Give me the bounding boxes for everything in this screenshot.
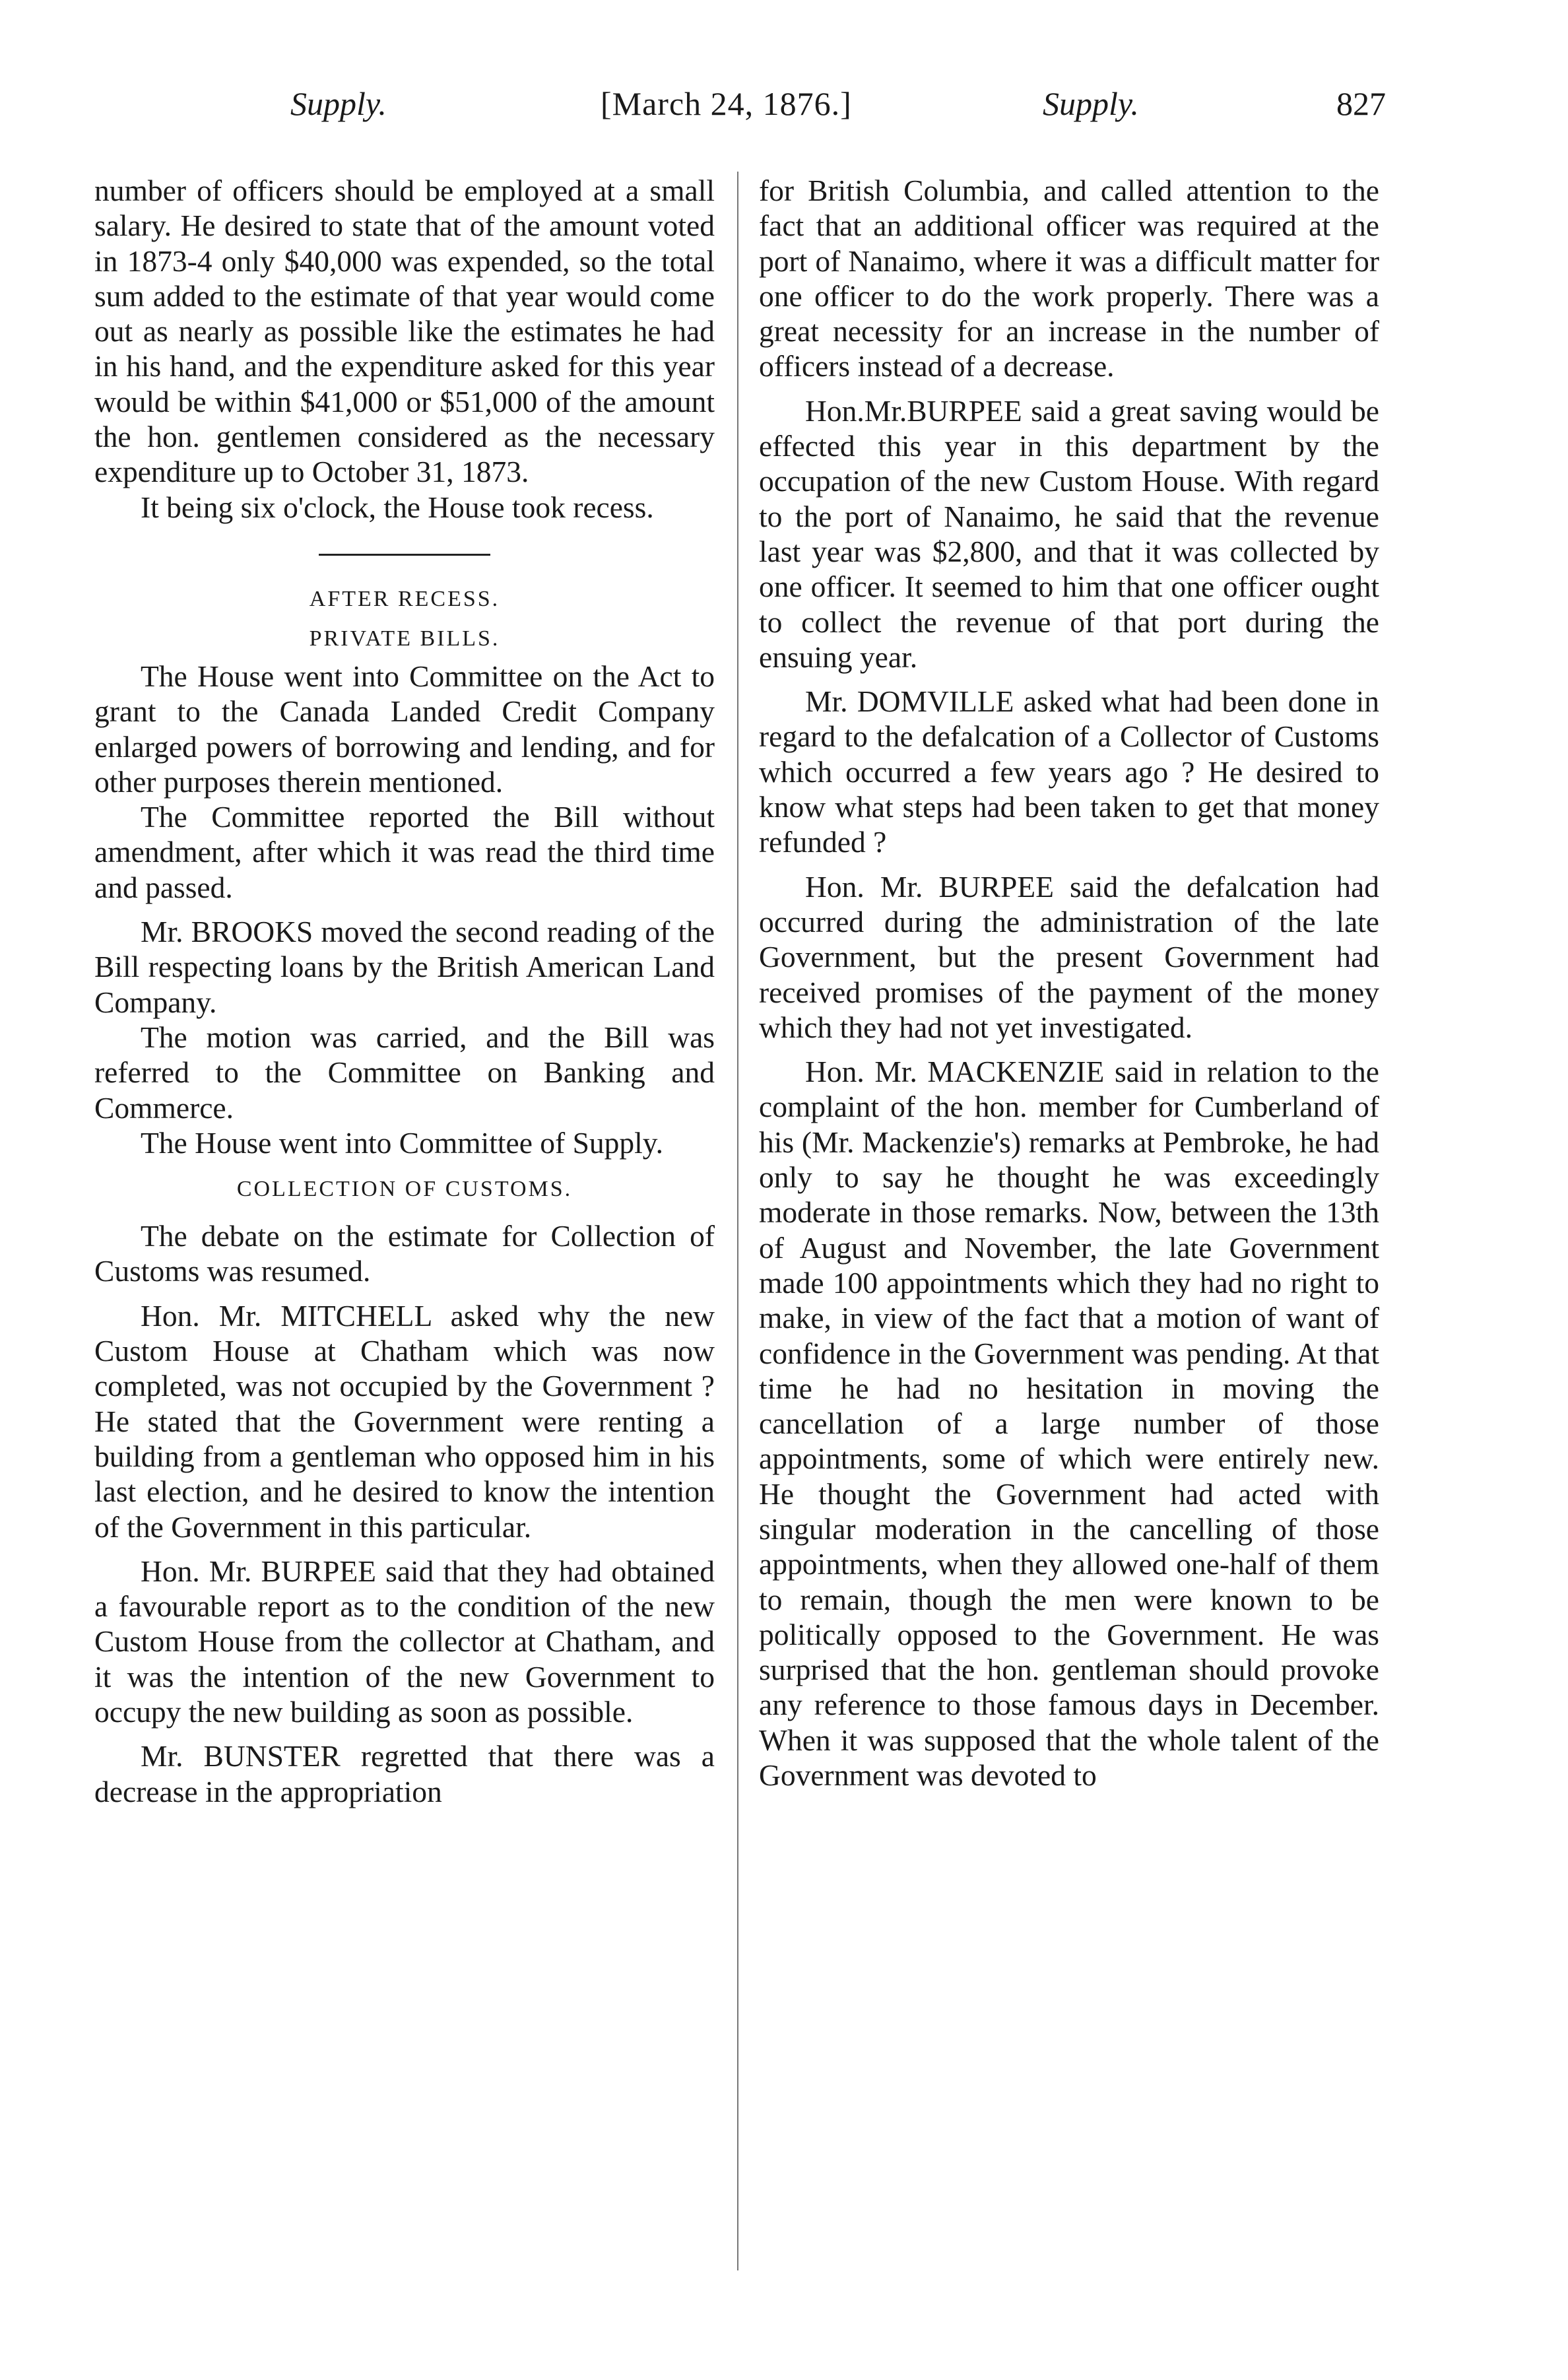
paragraph: It being six o'clock, the House took recess.: [141, 490, 654, 524]
paragraph: The Committee reported the Bill without amendment, after which it was read the third time and passed.: [94, 800, 715, 904]
paragraph: Hon. Mr. BURPEE said the defalcation had occurred during the administration of the late Government, but the present Government had received promises of the payment of the money which they had not yet investigated.: [759, 869, 1379, 1044]
paragraph: Mr. BUNSTER regretted that there was a decrease in the appropriation: [94, 1739, 715, 1808]
paragraph: for British Columbia, and called attention to the fact that an additional officer was required at the port of Nanaimo, where it was a difficult matter for one officer to do the work properly. There was a great necessity for an increase in the number of officers instead of a decrease.: [759, 174, 1379, 383]
header-right-title: Supply.: [1043, 85, 1139, 122]
paragraph: The House went into Committee on the Act to grant to the Canada Landed Credit Company enlarged powers of borrowing and lending, and for other purposes therein mentioned.: [94, 659, 715, 799]
paragraph: Hon. Mr. MACKENZIE said in relation to the complaint of the hon. member for Cumberland of his (Mr. Mackenzie's) remarks at Pembroke, he had only to say he thought he was exceedingly moderate in those remarks. Now, between the 13th of August and November, the late Government made 100 appointments which they had no right to make, in view of the fact that a motion of want of confidence in the Government was pending. At that time he had no hesitation in moving the cancellation of a large number of those appointments, some of which were entirely new. He thought the Government had acted with singular moderation in the cancelling of those appointments, when they allowed one-half of them to remain, though the men were known to be politically opposed to the Government. He was surprised that the hon. gentleman should provoke any reference to those famous days in December. When it was supposed that the whole talent of the Government was devoted to: [759, 1055, 1379, 1793]
paragraph: number of officers should be employed at a small salary. He desired to state that of the amount voted in 1873-4 only $40,000 was expended, so the total sum added to the estimate of that year would come out as nearly as possible like the estimates he had in his hand, and the expenditure asked for this year would be within $41,000 or $51,000 of the amount the hon. gentlemen considered as the necessary expenditure up to October 31, 1873.: [94, 174, 715, 489]
right-column: [759, 173, 1379, 1793]
paragraph: The motion was carried, and the Bill was referred to the Committee on Banking and Commerce.: [94, 1020, 715, 1125]
header-left-title: Supply.: [290, 85, 387, 122]
section-heading: COLLECTION OF CUSTOMS.: [236, 1177, 573, 1202]
paragraph: The debate on the estimate for Collection of Customs was resumed.: [94, 1219, 715, 1288]
section-divider: [319, 554, 490, 556]
paragraph: Mr. BROOKS moved the second reading of the Bill respecting loans by the British American Land Company.: [94, 915, 715, 1019]
section-heading: AFTER RECESS.: [309, 586, 500, 611]
left-column: [94, 173, 715, 1809]
column-rule: [737, 172, 738, 2270]
paragraph: Hon.Mr.BURPEE said a great saving would be effected this year in this department by the occupation of the new Custom House. With regard to the port of Nanaimo, he said that the revenue last year was $2,800, and that it was collected by one officer. It seemed to him that one officer ought to collect the revenue of that port during the ensuing year.: [759, 393, 1379, 674]
paragraph: Hon. Mr. BURPEE said that they had obtained a favourable report as to the condition of the new Custom House from the collector at Chatham, and it was the intention of the new Government to occupy the new building as soon as possible.: [94, 1554, 715, 1729]
paragraph: Hon. Mr. MITCHELL asked why the new Custom House at Chatham which was now completed, was not occupied by the Government ? He stated that the Government were renting a building from a gentleman who opposed him in his last election, and he desired to know the intention of the Government in this particular.: [94, 1298, 715, 1544]
paragraph: The House went into Committee of Supply.: [141, 1125, 663, 1160]
page-header: [290, 84, 1386, 137]
section-heading: PRIVATE BILLS.: [309, 626, 500, 651]
page-number: 827: [1336, 85, 1386, 122]
header-date: [March 24, 1876.]: [601, 85, 852, 122]
paragraph: Mr. DOMVILLE asked what had been done in regard to the defalcation of a Collector of Customs which occurred a few years ago ? He desired to know what steps had been taken to get that money refunded ?: [759, 684, 1379, 859]
